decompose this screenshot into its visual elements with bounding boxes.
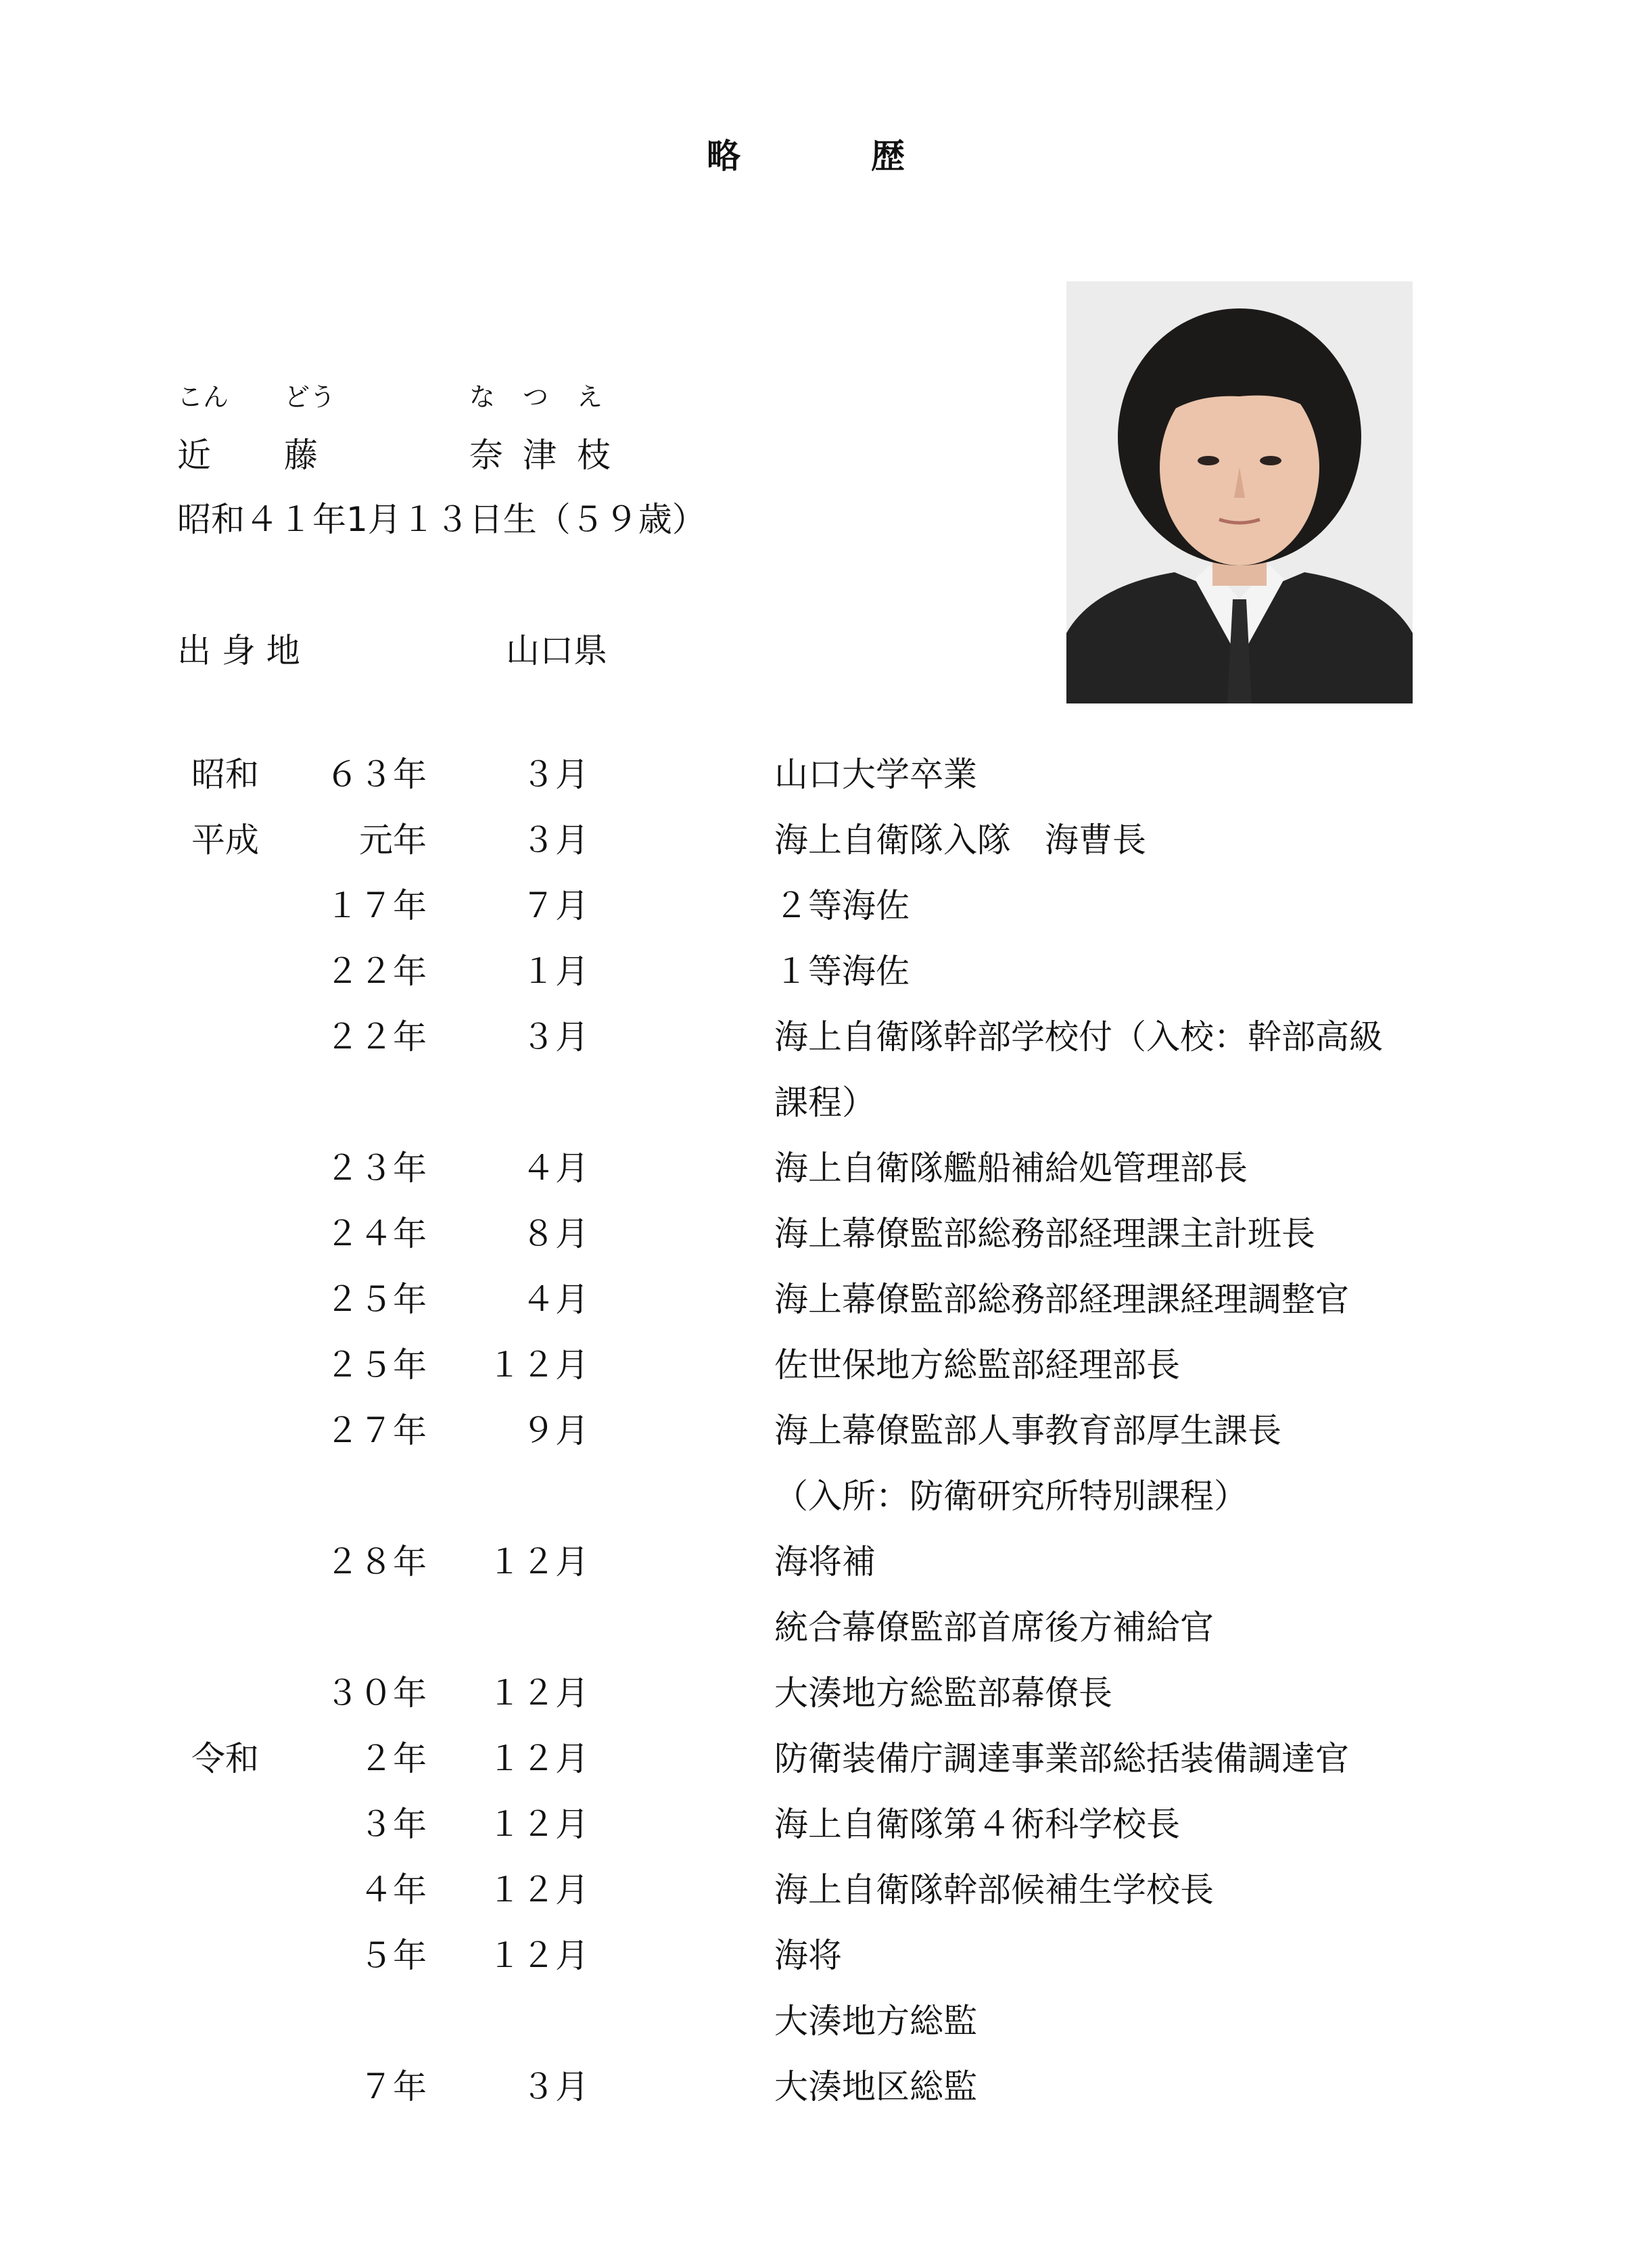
name-char-na: 奈: [469, 436, 503, 475]
history-year: ２２年: [325, 1017, 427, 1057]
history-row: [0, 1390, 1627, 1456]
history-desc: 海将: [774, 1936, 842, 1975]
history-year: １７年: [325, 886, 427, 925]
history-row: [0, 1587, 1627, 1652]
title-char-1: 略: [707, 137, 740, 176]
history-year: ２２年: [325, 952, 427, 991]
title-char-2: 歴: [871, 137, 905, 176]
history-desc: 大湊地方総監部幕僚長: [774, 1673, 1112, 1713]
history-year: 元年: [359, 820, 427, 860]
history-year: ２８年: [325, 1542, 427, 1581]
furigana-na: な: [469, 382, 496, 412]
history-month: ４月: [521, 1149, 589, 1188]
history-desc: 海上幕僚監部総務部経理課経理調整官: [774, 1280, 1349, 1319]
history-era: 昭和: [191, 755, 259, 794]
history-row: [0, 1915, 1627, 1981]
history-desc: （入所：防衛研究所特別課程）: [774, 1477, 1248, 1516]
history-era: 平成: [191, 820, 259, 860]
birth-date: 昭和４１年1月１３日生（５９歳）: [177, 500, 706, 539]
history-row: [0, 1718, 1627, 1784]
history-desc: 大湊地方総監: [774, 2001, 977, 2041]
history-era: 令和: [191, 1739, 259, 1778]
history-month: ４月: [521, 1280, 589, 1319]
history-year: ４年: [359, 1870, 427, 1910]
history-desc: 海上自衛隊幹部学校付（入校：幹部高級: [774, 1017, 1383, 1057]
history-row: [0, 1849, 1627, 1915]
history-row: [0, 996, 1627, 1062]
history-desc: 海将補: [774, 1542, 876, 1581]
history-desc: 海上自衛隊艦船補給処管理部長: [774, 1149, 1248, 1188]
history-row: [0, 734, 1627, 800]
history-row: [0, 1521, 1627, 1587]
history-year: ２年: [359, 1739, 427, 1778]
history-desc: 山口大学卒業: [774, 755, 977, 794]
history-month: １月: [521, 952, 589, 991]
history-row: [0, 1652, 1627, 1718]
history-desc: 海上幕僚監部人事教育部厚生課長: [774, 1411, 1281, 1450]
furigana-tsu: つ: [523, 382, 549, 412]
portrait-photo: [1066, 281, 1413, 703]
name-char-tsu: 津: [523, 436, 557, 475]
history-month: １２月: [488, 1542, 589, 1581]
history-year: ２５年: [325, 1280, 427, 1319]
history-year: ２７年: [325, 1411, 427, 1450]
history-desc: 防衛装備庁調達事業部総括装備調達官: [774, 1739, 1349, 1778]
history-desc: 海上自衛隊入隊 海曹長: [774, 820, 1146, 860]
history-row: [0, 2046, 1627, 2112]
history-desc: 大湊地区総監: [774, 2067, 977, 2106]
history-desc: 海上幕僚監部総務部経理課主計班長: [774, 1214, 1315, 1253]
name-char-e: 枝: [577, 436, 611, 475]
history-row: [0, 1981, 1627, 2046]
history-row: [0, 1259, 1627, 1324]
history-year: ７年: [359, 2067, 427, 2106]
history-desc: ２等海佐: [774, 886, 910, 925]
history-month: １２月: [488, 1805, 589, 1844]
birthplace-value: 山口県: [506, 631, 607, 670]
history-desc: 課程）: [774, 1083, 876, 1122]
name-char-dou: 藤: [284, 436, 318, 475]
history-row: [0, 1456, 1627, 1521]
history-year: ６３年: [325, 755, 427, 794]
history-year: ５年: [359, 1936, 427, 1975]
history-month: ３月: [521, 1017, 589, 1057]
history-desc: 佐世保地方総監部経理部長: [774, 1345, 1180, 1385]
history-row: [0, 1784, 1627, 1849]
history-month: ３月: [521, 2067, 589, 2106]
history-year: ２５年: [325, 1345, 427, 1385]
history-row: [0, 865, 1627, 931]
history-month: １２月: [488, 1345, 589, 1385]
history-month: １２月: [488, 1870, 589, 1910]
history-year: ３年: [359, 1805, 427, 1844]
history-row: [0, 1324, 1627, 1390]
history-row: [0, 800, 1627, 865]
history-month: １２月: [488, 1739, 589, 1778]
history-month: ８月: [521, 1214, 589, 1253]
history-row: [0, 1193, 1627, 1259]
history-row: [0, 931, 1627, 996]
history-desc: 海上自衛隊第４術科学校長: [774, 1805, 1180, 1844]
history-year: ３０年: [325, 1673, 427, 1713]
history-month: ３月: [521, 755, 589, 794]
history-month: １２月: [488, 1673, 589, 1713]
history-year: ２３年: [325, 1149, 427, 1188]
history-row: [0, 1128, 1627, 1193]
history-month: ３月: [521, 820, 589, 860]
history-month: ７月: [521, 886, 589, 925]
history-month: １２月: [488, 1936, 589, 1975]
history-month: ９月: [521, 1411, 589, 1450]
furigana-e: え: [577, 382, 603, 412]
history-desc: １等海佐: [774, 952, 910, 991]
history-year: ２４年: [325, 1214, 427, 1253]
portrait-icon: [1066, 281, 1413, 703]
furigana-kon: こん: [177, 382, 229, 412]
name-char-kon: 近: [177, 436, 211, 475]
history-row: [0, 1062, 1627, 1128]
furigana-dou: どう: [284, 382, 336, 412]
birthplace-label: 出 身 地: [177, 631, 300, 670]
history-desc: 統合幕僚監部首席後方補給官: [774, 1608, 1214, 1647]
history-desc: 海上自衛隊幹部候補生学校長: [774, 1870, 1214, 1910]
